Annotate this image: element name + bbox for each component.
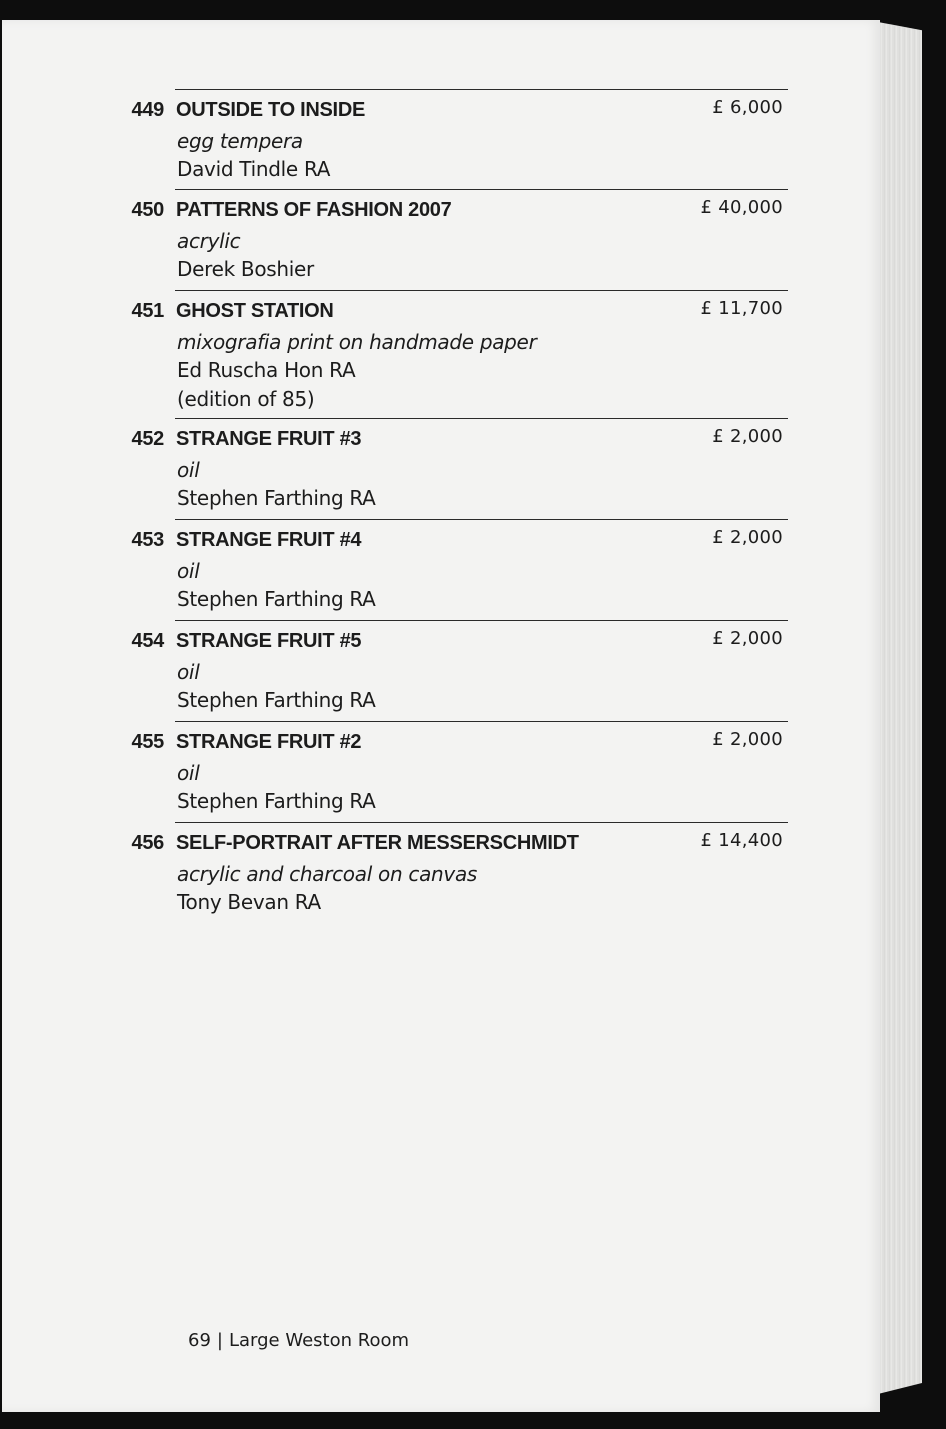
entry-medium: mixografia print on handmade paper — [177, 330, 537, 354]
entry-title: STRANGE FRUIT #2 — [176, 731, 362, 753]
entry-medium: acrylic — [177, 229, 241, 253]
entry-number: 452 — [131, 428, 164, 450]
entry-title: STRANGE FRUIT #5 — [176, 630, 362, 652]
entry-artist: Stephen Farthing RA — [177, 587, 376, 611]
entry-number: 453 — [131, 529, 164, 551]
page-edge — [878, 22, 922, 1394]
entry-artist: Derek Boshier — [177, 257, 314, 281]
entry-price: £ 14,400 — [700, 830, 783, 851]
entry-number: 451 — [131, 300, 164, 322]
entry-price: £ 11,700 — [700, 298, 783, 319]
entry-price: £ 2,000 — [712, 628, 783, 649]
entry-rule — [175, 418, 788, 419]
entry-rule — [175, 89, 788, 90]
entry-artist: Tony Bevan RA — [177, 890, 321, 914]
entry-title: GHOST STATION — [176, 300, 334, 322]
entry-artist: Stephen Farthing RA — [177, 486, 376, 510]
entry-title: OUTSIDE TO INSIDE — [176, 99, 366, 121]
entry-number: 454 — [131, 630, 164, 652]
footer-separator: | — [216, 1330, 223, 1351]
room-name: Large Weston Room — [228, 1330, 410, 1351]
entry-price: £ 2,000 — [712, 729, 783, 750]
entry-price: £ 2,000 — [712, 527, 783, 548]
entry-price: £ 40,000 — [700, 197, 783, 218]
entry-medium: oil — [177, 660, 200, 684]
entry-price: £ 2,000 — [712, 426, 783, 447]
entry-medium: acrylic and charcoal on canvas — [177, 862, 478, 886]
entry-medium: oil — [177, 458, 200, 482]
entry-price: £ 6,000 — [712, 97, 783, 118]
entry-rule — [175, 290, 788, 291]
entry-title: SELF-PORTRAIT AFTER MESSERSCHMIDT — [176, 832, 579, 854]
entry-number: 455 — [131, 731, 164, 753]
entry-number: 449 — [131, 99, 164, 121]
entry-medium: egg tempera — [177, 129, 303, 153]
page-number: 69 — [188, 1330, 211, 1351]
entry-number: 456 — [131, 832, 164, 854]
entry-number: 450 — [131, 199, 164, 221]
entry-rule — [175, 189, 788, 190]
entry-artist: Stephen Farthing RA — [177, 688, 376, 712]
entry-artist: David Tindle RA — [177, 157, 331, 181]
entry-title: STRANGE FRUIT #4 — [176, 529, 362, 551]
entry-edition-note: (edition of 85) — [177, 387, 315, 411]
catalogue-page — [2, 20, 880, 1412]
entry-title: STRANGE FRUIT #3 — [176, 428, 362, 450]
page-footer — [188, 1330, 409, 1351]
entry-rule — [175, 519, 788, 520]
entry-artist: Stephen Farthing RA — [177, 789, 376, 813]
entry-artist: Ed Ruscha Hon RA — [177, 358, 356, 382]
entry-medium: oil — [177, 761, 200, 785]
entry-medium: oil — [177, 559, 200, 583]
entry-rule — [175, 721, 788, 722]
entry-rule — [175, 620, 788, 621]
entry-title: PATTERNS OF FASHION 2007 — [176, 199, 452, 221]
entry-rule — [175, 822, 788, 823]
